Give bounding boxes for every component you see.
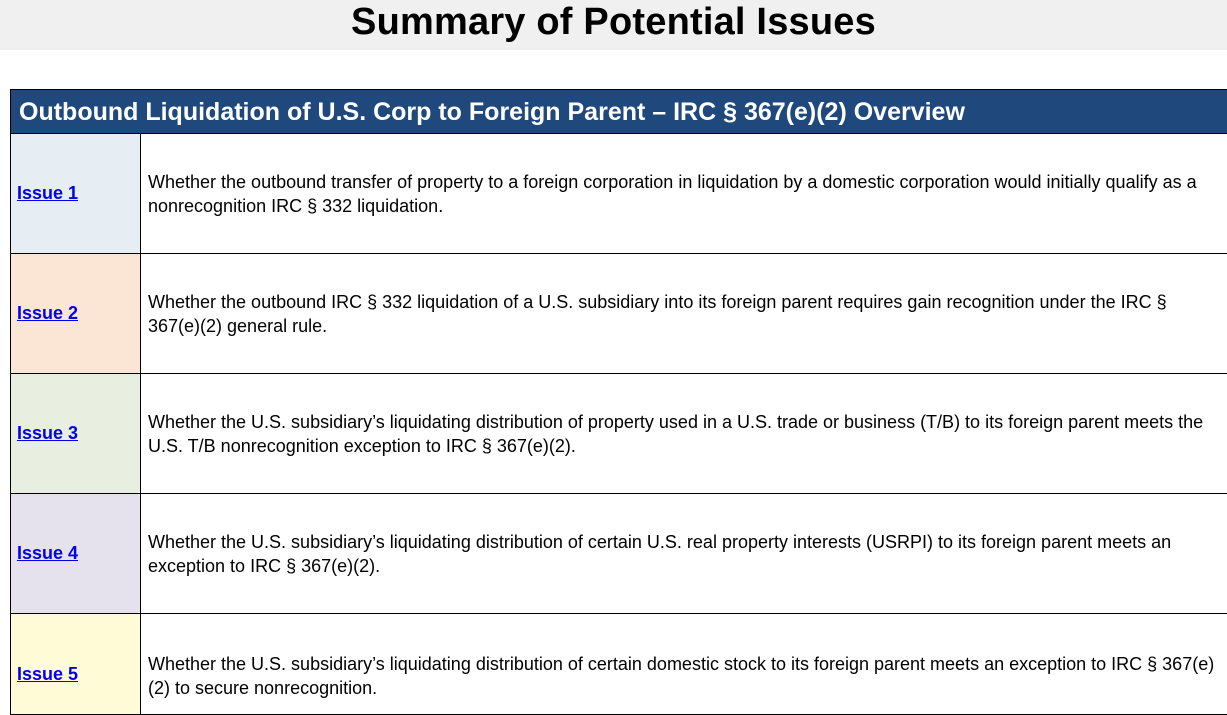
issue-row-4 <box>11 494 1227 614</box>
issue-label-cell <box>11 494 141 613</box>
issue-label-cell <box>11 134 141 253</box>
issue-1-link[interactable]: Issue 1 <box>17 183 79 203</box>
issue-description: Whether the U.S. subsidiary’s liquidating distribution of certain U.S. real property interests (USRPI) to its foreign parent meets an exception to IRC § 367(e)(2). <box>148 531 1172 576</box>
issue-row-3 <box>11 374 1227 494</box>
issue-2-link[interactable]: Issue 2 <box>17 303 79 323</box>
issue-label-cell <box>11 614 141 714</box>
page-title: Summary of Potential Issues <box>351 1 876 43</box>
issue-description: Whether the U.S. subsidiary’s liquidating distribution of certain domestic stock to its foreign parent meets an exception to IRC § 367(e)(2) to secure nonrecognition. <box>148 654 1215 698</box>
issue-4-link[interactable]: Issue 4 <box>17 543 79 563</box>
issue-5-link[interactable]: Issue 5 <box>17 664 79 684</box>
issues-table <box>10 89 1227 715</box>
issue-label-cell <box>11 374 141 493</box>
issue-row-2 <box>11 254 1227 374</box>
table-banner: Outbound Liquidation of U.S. Corp to Foreign Parent – IRC § 367(e)(2) Overview <box>11 90 1227 134</box>
issue-description: Whether the outbound transfer of property to a foreign corporation in liquidation by a domestic corporation would initially qualify as a nonrecognition IRC § 332 liquidation. <box>148 171 1197 216</box>
issue-row-5 <box>11 614 1227 714</box>
issue-description: Whether the U.S. subsidiary’s liquidating distribution of property used in a U.S. trade or business (T/B) to its foreign parent meets the U.S. T/B nonrecognition exception to IRC § 367(e)(2). <box>148 411 1204 456</box>
issue-description: Whether the outbound IRC § 332 liquidation of a U.S. subsidiary into its foreign parent requires gain recognition under the IRC § 367(e)(2) general rule. <box>148 291 1167 336</box>
issue-3-link[interactable]: Issue 3 <box>17 423 79 443</box>
issue-row-1 <box>11 134 1227 254</box>
issue-label-cell <box>11 254 141 373</box>
